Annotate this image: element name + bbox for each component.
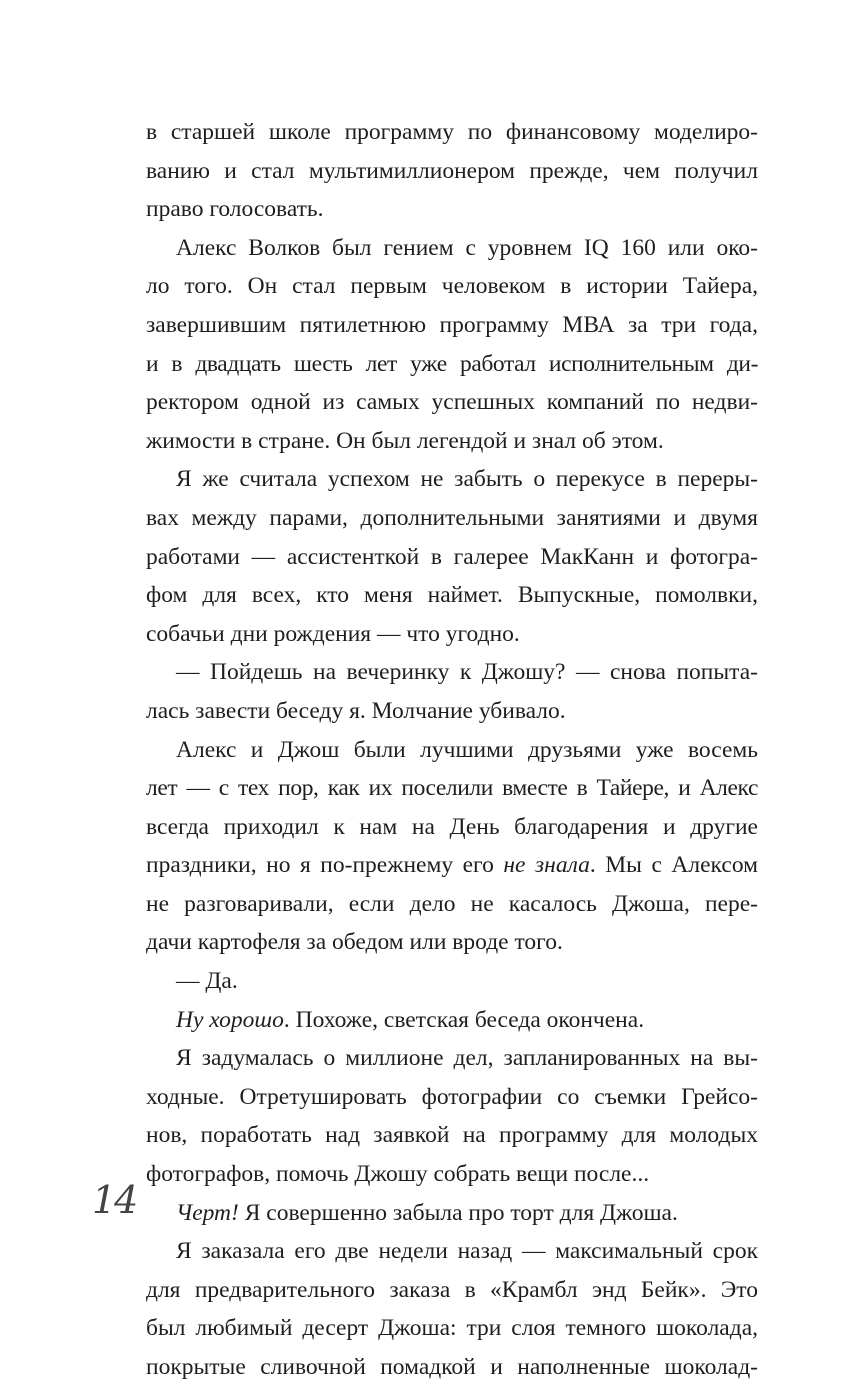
text-line — [146, 1194, 758, 1233]
text-run: был любимый десерт Джоша: три слоя темного шоколада, — [146, 1315, 758, 1342]
text-line — [146, 1001, 758, 1040]
text-line — [146, 808, 758, 847]
text-line — [146, 267, 758, 306]
text-line — [146, 923, 758, 962]
text-run: ванию и стал мультимиллионером прежде, чем получил — [146, 157, 758, 184]
text-line — [146, 460, 758, 499]
text-run: в старшей школе программу по финансовому моделиро- — [146, 119, 758, 145]
text-run: Я совершенно забыла про торт для Джоша. — [238, 1199, 678, 1226]
text-line — [146, 229, 758, 268]
text-line — [146, 615, 758, 654]
text-run: . Мы с Алексом — [589, 852, 758, 879]
text-run: не разговаривали, если дело не касалось Джоша, пере- — [146, 890, 758, 917]
text-line — [146, 1232, 758, 1271]
text-run: Я же считала успехом не забыть о перекусе в переры- — [176, 466, 758, 493]
text-run: всегда приходил к нам на День благодарения и другие — [146, 813, 758, 840]
text-line — [146, 113, 758, 152]
text-run: лась завести беседу я. Молчание убивало. — [146, 697, 566, 724]
text-line — [146, 885, 758, 924]
text-line — [146, 576, 758, 615]
text-run: дачи картофеля за обедом или вроде того. — [146, 929, 563, 956]
text-line — [146, 1155, 758, 1194]
text-run: вах между парами, дополнительными занятиями и двумя — [146, 504, 758, 531]
text-run: жимости в стране. Он был легендой и знал об этом. — [146, 427, 664, 454]
text-line — [146, 422, 758, 461]
text-run: Алекс Волков был гением с уровнем IQ 160 или око- — [176, 234, 758, 261]
text-line — [146, 962, 758, 1001]
text-line — [146, 383, 758, 422]
text-run: право голосовать. — [146, 196, 324, 223]
text-line — [146, 769, 758, 808]
text-run: ло того. Он стал первым человеком в истории Тайера, — [146, 273, 758, 300]
text-run: — Да. — [176, 968, 238, 995]
text-line — [146, 538, 758, 577]
text-run: завершившим пятилетнюю программу МВА за три года, — [146, 311, 758, 338]
text-run: собачьи дни рождения — что угодно. — [146, 620, 520, 647]
text-line — [146, 692, 758, 731]
italic-text-run: не знала — [503, 852, 590, 879]
text-run: работами — ассистенткой в галерее МакКанн и фотогра- — [146, 543, 758, 570]
text-run: ходные. Отретушировать фотографии со съемки Грейсо- — [146, 1083, 758, 1110]
text-run: Алекс и Джош были лучшими друзьями уже восемь — [176, 736, 758, 763]
text-run: лет — с тех пор, как их поселили вместе в Тайере, и Алекс — [146, 775, 758, 802]
text-run: фом для всех, кто меня наймет. Выпускные, помолвки, — [146, 582, 758, 609]
text-line — [146, 345, 758, 384]
text-line — [146, 306, 758, 345]
text-run: ректором одной из самых успешных компаний по недви- — [146, 389, 758, 416]
text-line — [146, 190, 758, 229]
italic-text-run: Черт! — [176, 1199, 239, 1226]
text-line — [146, 1039, 758, 1078]
text-run: Я задумалась о миллионе дел, запланированных на вы- — [176, 1045, 758, 1072]
text-line — [146, 731, 758, 770]
text-run: покрытые сливочной помадкой и наполненные шоколад- — [146, 1354, 758, 1380]
body-text — [146, 113, 758, 1387]
text-line — [146, 1078, 758, 1117]
text-run: фотографов, помочь Джошу собрать вещи после... — [146, 1161, 650, 1188]
text-run: и в двадцать шесть лет уже работал исполнительным ди- — [146, 350, 758, 377]
text-line — [146, 1271, 758, 1310]
page-number: 14 — [92, 1178, 137, 1222]
text-run: для предварительного заказа в «Крамбл энд Бейк». Это — [146, 1276, 758, 1303]
text-run: Я заказала его две недели назад — максимальный срок — [176, 1238, 758, 1265]
text-line — [146, 499, 758, 538]
text-line — [146, 846, 758, 885]
italic-text-run: Ну хорошо — [176, 1006, 284, 1033]
text-line — [146, 1348, 758, 1387]
text-line — [146, 1309, 758, 1348]
text-line — [146, 1116, 758, 1155]
text-line — [146, 152, 758, 191]
text-run: нов, поработать над заявкой на программу для молодых — [146, 1122, 758, 1149]
text-run: . Похоже, светская беседа окончена. — [283, 1006, 645, 1033]
text-run: праздники, но я по-прежнему его — [146, 852, 504, 879]
text-line — [146, 653, 758, 692]
text-run: — Пойдешь на вечеринку к Джошу? — снова попыта- — [176, 659, 758, 686]
